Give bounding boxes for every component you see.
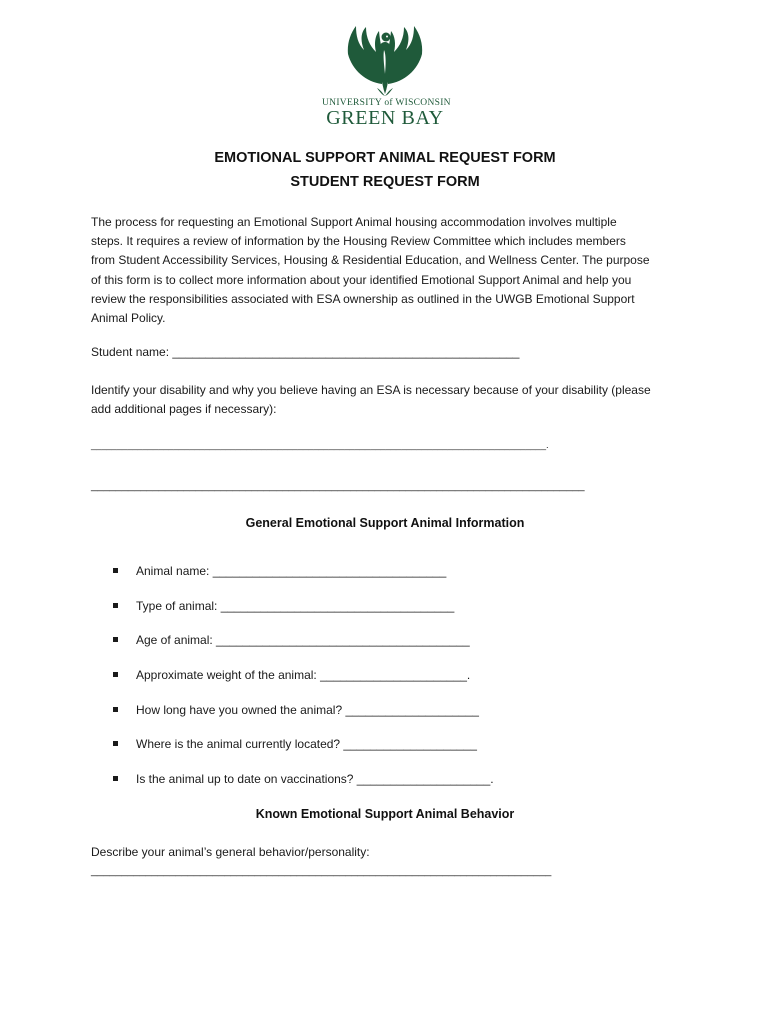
behavior-answer-line[interactable]: ____________________________________________________________________________ [91, 865, 552, 877]
disability-answer-line2[interactable]: ________________________________________________________________________________ [91, 480, 585, 492]
bullet-icon [113, 776, 118, 781]
form-subtitle: STUDENT REQUEST FORM [290, 174, 480, 190]
disability-prompt-line2: add additional pages if necessary): [91, 402, 277, 416]
list-item[interactable]: Where is the animal currently located? ____________________ [110, 734, 494, 769]
university-logo [322, 24, 451, 132]
list-item[interactable]: Type of animal: ___________________________________ [110, 596, 494, 631]
list-item[interactable]: Age of animal: ______________________________________ [110, 630, 494, 665]
intro-line: review the responsibilities associated with ESA ownership as outlined in the UWGB Emotional Support [91, 291, 635, 306]
bullet-icon [113, 637, 118, 642]
phoenix-icon [344, 24, 426, 96]
intro-line: steps. It requires a review of information by the Housing Review Committee which includes members [91, 234, 626, 249]
logo-campus-text: GREEN BAY [326, 107, 444, 129]
list-item[interactable]: Animal name: ___________________________________ [110, 561, 494, 596]
behavior-heading: Known Emotional Support Animal Behavior [255, 807, 515, 821]
student-name-field[interactable]: Student name: ____________________________________________________ [91, 345, 520, 359]
intro-line: The process for requesting an Emotional Support Animal housing accommodation involves multiple [91, 215, 617, 229]
bullet-icon [113, 741, 118, 746]
intro-line: Animal Policy. [91, 311, 166, 326]
bullet-icon [113, 568, 118, 573]
general-info-heading: General Emotional Support Animal Information [245, 516, 525, 530]
list-item[interactable]: Approximate weight of the animal: ______________________. [110, 665, 494, 700]
general-info-list [110, 561, 494, 804]
behavior-prompt: Describe your animal’s general behavior/personality: [91, 845, 370, 859]
intro-line: of this form is to collect more information about your identified Emotional Support Animal and help you [91, 272, 632, 287]
form-title: EMOTIONAL SUPPORT ANIMAL REQUEST FORM [214, 150, 556, 166]
bullet-icon [113, 672, 118, 677]
disability-answer-line1[interactable]: ________________________________________________________________________________________. [91, 440, 549, 450]
intro-paragraph [91, 213, 683, 328]
list-item[interactable]: Is the animal up to date on vaccinations? ____________________. [110, 769, 494, 804]
bullet-icon [113, 707, 118, 712]
logo-university-text: UNIVERSITY of WISCONSIN [322, 98, 451, 108]
list-item[interactable]: How long have you owned the animal? ____________________ [110, 700, 494, 735]
disability-prompt-line1: Identify your disability and why you believe having an ESA is necessary because of your disability (please [91, 383, 651, 397]
bullet-icon [113, 603, 118, 608]
intro-line: from Student Accessibility Services, Housing & Residential Education, and Wellness Center. The purpose [91, 253, 650, 268]
